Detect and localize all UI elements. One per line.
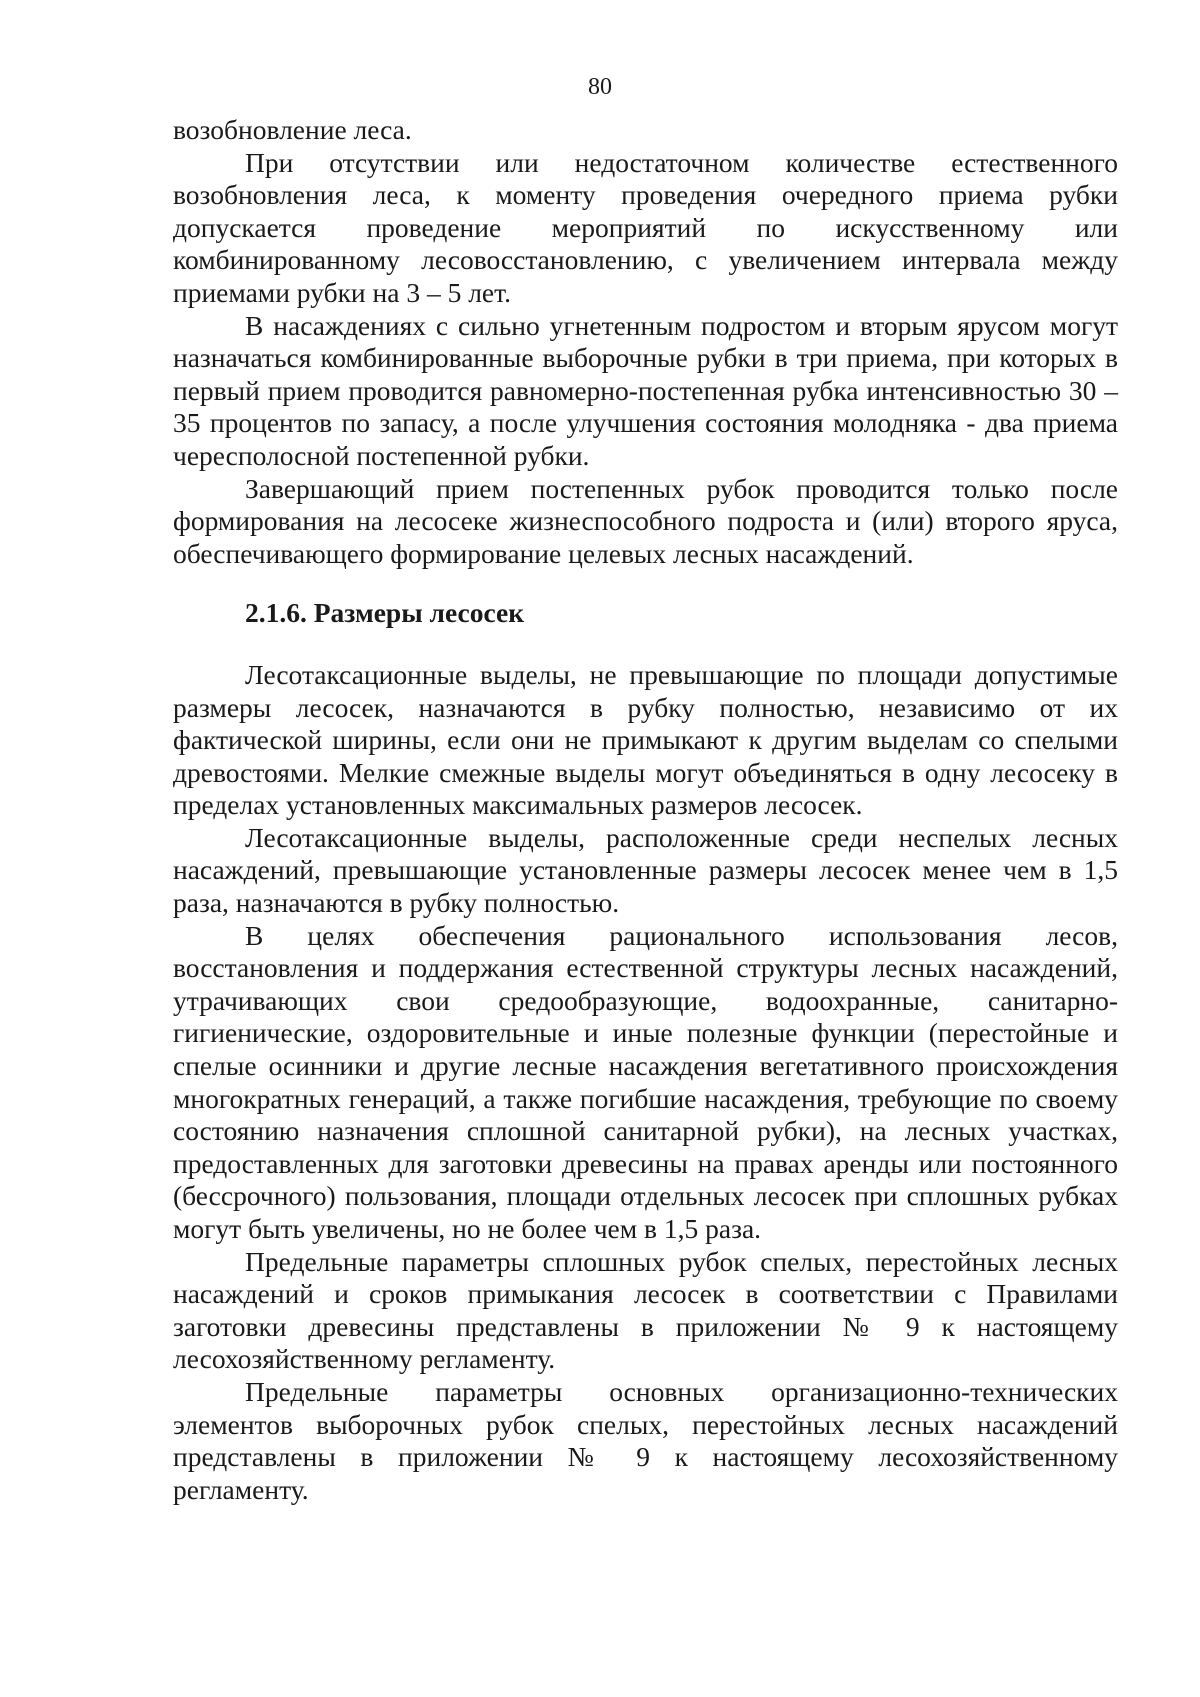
paragraph-increase-area: В целях обеспечения рационального использования лесов, восстановления и поддержания естественной структуры лесных насаждений, утрачивающих свои средообразующие, водоохранные, санитарно-гигиенические, оздоровительные и иные полезные функции (перестойные и спелые осинники и другие лесные насаждения вегетативного происхождения многократных генераций, а также погибшие насаждения, требующие по своему состоянию назначения сплошной санитарной рубки), на лесных участках, предоставленных для заготовки древесины на правах аренды или постоянного (бессрочного) пользования, площади отдельных лесосек при сплошных рубках могут быть увеличены, но не более чем в 1,5 раза.: [173, 919, 1118, 1244]
paragraph-final-gradual-felling: Завершающий прием постепенных рубок проводится только после формирования на лесосеке жизнеспособного подроста и (или) второго яруса, обеспечивающего формирование целевых лесных насаждений.: [173, 472, 1118, 569]
paragraph-stands-among-immature: Лесотаксационные выделы, расположенные среди неспелых лесных насаждений, превышающие установленные размеры лесосек менее чем в 1,5 раза, назначаются в рубку полностью.: [173, 821, 1118, 919]
paragraph-stands-within-limits: Лесотаксационные выделы, не превышающие по площади допустимые размеры лесосек, назначаются в рубку полностью, независимо от их фактической ширины, если они не примыкают к другим выделам со спелыми древостоями. Мелкие смежные выделы могут объединяться в одну лесосеку в пределах установленных максимальных размеров лесосек.: [173, 658, 1118, 821]
paragraph-combined-selective-felling: В насаждениях с сильно угнетенным подростом и вторым ярусом могут назначаться комбинированные выборочные рубки в три приема, при которых в первый прием проводится равномерно-постепенная рубка интенсивностью 30 – 35 процентов по запасу, а после улучшения состояния молодняка - два приема чересполосной постепенной рубки.: [173, 309, 1118, 471]
paragraph-clear-felling-parameters: Предельные параметры сплошных рубок спелых, перестойных лесных насаждений и сроков примыкания лесосек в соответствии с Правилами заготовки древесины представлены в приложении № 9 к настоящему лесохозяйственному регламенту.: [173, 1245, 1118, 1375]
paragraph-selective-felling-parameters: Предельные параметры основных организационно-технических элементов выборочных рубок спелых, перестойных лесных насаждений представлены в приложении № 9 к настоящему лесохозяйственному регламенту.: [173, 1375, 1118, 1505]
section-heading: 2.1.6. Размеры лесосек: [245, 597, 525, 629]
page-number: 80: [588, 74, 612, 100]
paragraph-continuation: возобновление леса.: [173, 114, 412, 145]
paragraph-artificial-reforestation: При отсутствии или недостаточном количестве естественного возобновления леса, к моменту проведения очередного приема рубки допускается проведение мероприятий по искусственному или комбинированному лесовосстановлению, с увеличением интервала между приемами рубки на 3 – 5 лет.: [173, 146, 1118, 308]
page-body: [173, 114, 1118, 1506]
